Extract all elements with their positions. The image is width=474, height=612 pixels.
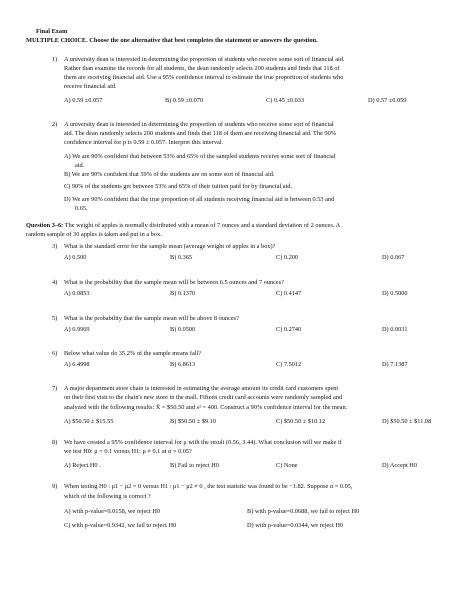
- option-a[interactable]: A) 0.59 ±0.057: [64, 97, 103, 104]
- option-a[interactable]: A) 6.4998: [64, 361, 90, 368]
- option-b[interactable]: B) Fail to reject H0: [170, 462, 219, 469]
- question-text-line: confidence interval for p is 0.59 ± 0.057. Interpret this interval.: [64, 139, 224, 146]
- question-number: 5): [52, 315, 58, 322]
- option-d[interactable]: D) 0.57 ±0.059: [368, 97, 407, 104]
- option-b[interactable]: B) 0.1370: [170, 290, 196, 297]
- question-text-line: A university dean is interested in determining the proportion of students who receive some sort of financial: [64, 121, 334, 128]
- question-text: What is the standard error for the sample mean (average weight of apples in a box)?: [64, 243, 276, 250]
- option-d[interactable]: D) 0.067: [382, 254, 405, 261]
- question-text: What is the probability that the sample mean will be between 6.5 ounces and 7 ounces?: [64, 279, 284, 286]
- question-number: 1): [52, 56, 58, 63]
- option-a[interactable]: A) 0.500: [64, 254, 87, 261]
- option-c[interactable]: C) 0.4147: [276, 290, 302, 297]
- question-text: Below what value do 35.2% of the sample means fall?: [64, 350, 202, 357]
- option-d[interactable]: D) 0.0031: [382, 326, 408, 333]
- option-a[interactable]: A) $50.50 ± $15.55: [64, 418, 114, 425]
- question-number: 2): [52, 121, 58, 128]
- option-d[interactable]: D) $50.50 ± $11.08: [382, 418, 432, 425]
- question-number: 8): [52, 439, 58, 446]
- question-text-line: on their first visit to the chain's new store in the mall. Fifteen credit card accounts were randomly sampled and: [64, 394, 343, 401]
- question-text-line: We have created a 95% confidence interval for μ with the result (0.56, 3.44). What conclusion will we make if: [64, 439, 342, 446]
- question-text-line: we test H0: μ = 0.1 versus H1: μ ≠ 0.1 at α = 0.05?: [64, 448, 192, 455]
- option-c[interactable]: C) 0.45 ±0.033: [266, 97, 305, 104]
- option-d-continued: 0.65.: [75, 205, 88, 212]
- option-a[interactable]: A) 0.9969: [64, 326, 90, 333]
- question-number: 6): [52, 350, 58, 357]
- option-b[interactable]: B) We are 90% confident that 59% of the students are on some sort of financial aid.: [64, 171, 275, 178]
- question-text-line: Rather than examine the records for all students, the dean randomly selects 200 students and finds that 118 of: [64, 65, 340, 72]
- option-b[interactable]: B) with p-value=0.0688, we fail to reject H0: [247, 508, 360, 515]
- question-text-line: A major department store chain is interested in estimating the average amount its credit card customers spent: [64, 385, 339, 392]
- question-text-line: them are receiving financial aid. Use a 95% confidence interval to estimate the true proportion of students who: [64, 74, 344, 81]
- option-c[interactable]: C) None: [276, 462, 298, 469]
- question-text-line: A university dean is interested in determining the proportion of students who receive some sort of financial aid.: [64, 56, 345, 63]
- option-b[interactable]: B) 0.59 ±0.070: [165, 97, 204, 104]
- question-group-intro: [26, 222, 340, 230]
- question-text-line: which of the following is correct ?: [64, 493, 151, 500]
- question-number: 7): [52, 385, 58, 392]
- question-group-text: random sample of 30 apples is taken and put in a box.: [26, 231, 162, 238]
- option-c[interactable]: C) 7.5012: [276, 361, 302, 368]
- option-a[interactable]: A) Reject H0 .: [64, 462, 101, 469]
- question-text-line: aid. The dean randomly selects 200 students and finds that 118 of them are receiving financial aid. The 90%: [64, 130, 336, 137]
- option-c[interactable]: C) with p-value=0.9342, we fail to reject H0: [64, 522, 177, 529]
- option-d[interactable]: D) We are 90% confident that the true proportion of all students receiving financial aid is between 0.53 and: [64, 196, 335, 203]
- option-c[interactable]: C) 90% of the students get between 53% and 65% of their tuition paid for by financial aid.: [64, 183, 293, 190]
- instructions: MULTIPLE CHOICE. Choose the one alternative that best completes the statement or answers the question.: [26, 37, 318, 44]
- option-b[interactable]: B) 0.0500: [170, 326, 196, 333]
- option-a[interactable]: A) with p-value=0.0158, we reject H0: [64, 508, 161, 515]
- option-c[interactable]: C) 0.200: [276, 254, 299, 261]
- option-a[interactable]: A) 0.0853: [64, 290, 90, 297]
- option-b[interactable]: B) $50.50 ± $9.10: [170, 418, 216, 425]
- option-c[interactable]: C) 0.2740: [276, 326, 302, 333]
- option-d[interactable]: D) with p-value=0.0344, we reject H0: [247, 522, 344, 529]
- option-d[interactable]: D) 0.5000: [382, 290, 408, 297]
- question-number: 9): [52, 483, 58, 490]
- option-c[interactable]: C) $50.50 ± $10.12: [276, 418, 326, 425]
- option-b[interactable]: B) 6.8613: [170, 361, 196, 368]
- option-d[interactable]: D) Accept H0: [382, 462, 417, 469]
- question-number: 4): [52, 279, 58, 286]
- question-text-line: When testing H0 : μ1 − μ2 = 0 versus H1 : μ1 − μ2 ≠ 0 , the test statistic was found to be −1.82. Suppose α = 0.05,: [64, 483, 353, 490]
- option-b[interactable]: B) 0.365: [170, 254, 193, 261]
- option-d[interactable]: D) 7.1387: [382, 361, 408, 368]
- question-text: What is the probability that the sample mean will be above 8 ounces?: [64, 315, 239, 322]
- question-text-line: receive financial aid.: [64, 83, 117, 90]
- question-text-line: analyzed with the following results: X̄ = $50.50 and s² = 400. Construct a 90% confidence interval for the mean.: [64, 404, 348, 411]
- exam-title: Final Exam: [36, 28, 68, 35]
- question-group-label: Question 3–6:: [26, 222, 64, 229]
- question-number: 3): [52, 243, 58, 250]
- option-a-continued: aid.: [75, 162, 85, 169]
- option-a[interactable]: A) We are 90% confident that between 53% and 65% of the sampled students receive some sort of financial: [64, 153, 336, 160]
- question-group-text: The weight of apples is normally distributed with a mean of 7 ounces and a standard deviation of 2 ounces. A: [63, 222, 341, 229]
